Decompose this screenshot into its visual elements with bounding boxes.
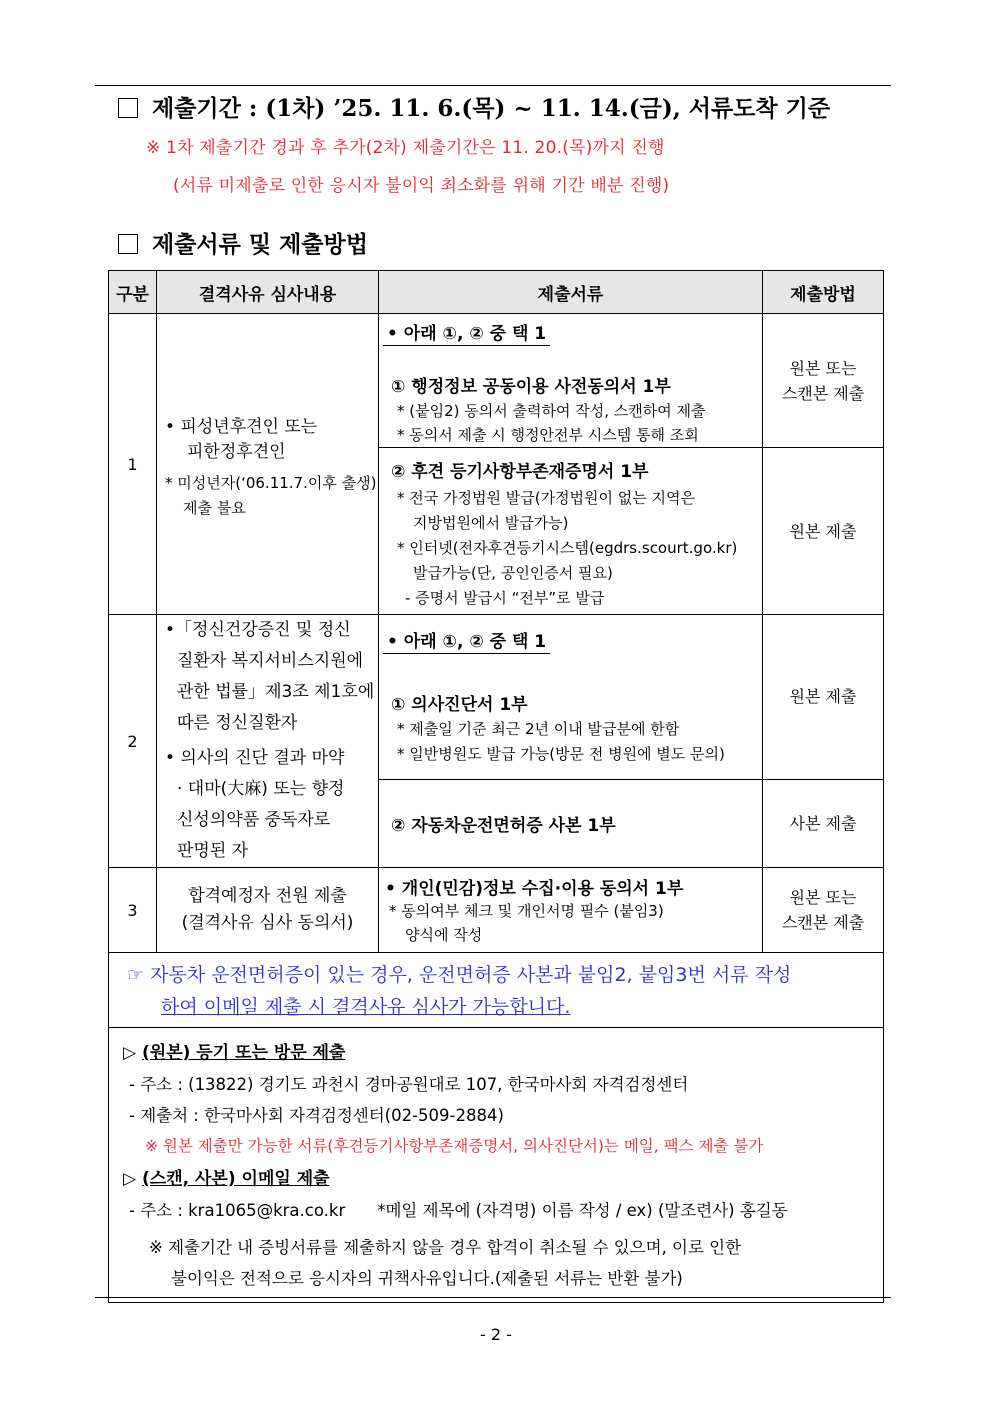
checkbox-square-icon [118,98,138,118]
submit-original-title: ▷ (원본) 등기 또는 방문 제출 [123,1043,346,1063]
row2-doc1: • 아래 ①, ② 중 택 1 ① 의사진단서 1부 * 제출일 기준 최근 2년 이내 발급분에 한함 * 일반병원도 발급 가능(방문 전 병원에 별도 문의) [379,615,763,780]
row1-reason: • 피성년후견인 또는 피한정후견인 * 미성년자(‘06.11.7.이후 출생) 제출 불요 [157,314,379,615]
pointing-hand-icon: ☞ [127,964,145,986]
table-row [109,615,884,780]
row1-method1: 원본 또는 스캔본 제출 [763,314,884,448]
submit-place: - 제출처 : 한국마사회 자격검정센터(02-509-2884) [129,1106,504,1125]
row3-reason: 합격예정자 전원 제출 (결격사유 심사 동의서) [157,868,379,953]
docs-heading: 제출서류 및 제출방법 [118,226,368,259]
bottom-rule [95,1297,891,1298]
row2-no: 2 [109,615,157,868]
row3-no: 3 [109,868,157,953]
tip-row [109,953,884,1028]
header-no: 구분 [109,271,157,314]
row1-no: 1 [109,314,157,615]
submit-warning: ※ 원본 제출만 가능한 서류(후견등기사항부존재증명서, 의사진단서)는 메일, 팩스 제출 불가 [145,1137,764,1155]
checkbox-square-icon [118,234,138,254]
row2-doc2: ② 자동차운전면허증 사본 1부 [379,779,763,867]
final-note-2: 불이익은 전적으로 응시자의 귀책사유입니다.(제출된 서류는 반환 불가) [171,1269,683,1288]
header-reason: 결격사유 심사내용 [157,271,379,314]
top-rule [95,85,891,86]
header-method: 제출방법 [763,271,884,314]
submission-table [108,270,884,1303]
final-note-1: ※ 제출기간 내 증빙서류를 제출하지 않을 경우 합격이 취소될 수 있으며, 이로 인한 [149,1238,742,1257]
submit-address: - 주소 : (13822) 경기도 과천시 경마공원대로 107, 한국마사회 자격검정센터 [129,1075,689,1094]
period-heading: 제출기간 : (1차) ’25. 11. 6.(목) ~ 11. 14.(금), 서류도착 기준 [118,90,830,123]
row1-doc1: • 아래 ①, ② 중 택 1 ① 행정정보 공동이용 사전동의서 1부 * (붙임2) 동의서 출력하여 작성, 스캔하여 제출 * 동의서 제출 시 행정안전부 시스템 통해 조회 [379,314,763,448]
table-row [109,314,884,448]
row2-reason: •「정신건강증진 및 정신 질환자 복지서비스지원에 관한 법률」제3조 제1호에 따른 정신질환자 • 의사의 진단 결과 마약 · 대마(大麻) 또는 향정 신성의약품 중독자로 판명된 자 [157,615,379,868]
row1-doc2: ② 후견 등기사항부존재증명서 1부 * 전국 가정법원 발급(가정법원이 없는 지역은 지방법원에서 발급가능) * 인터넷(전자후견등기시스템(egdrs.scourt.go.kr) 발급가능(단, 공인인증서 필요) - 증명서 발급시 “전부”로 발급 [379,448,763,615]
row2-method1: 원본 제출 [763,615,884,780]
header-docs: 제출서류 [379,271,763,314]
table-header-row [109,271,884,314]
submission-info-row [109,1028,884,1303]
table-row [109,868,884,953]
row2-method2: 사본 제출 [763,779,884,867]
page-number: - 2 - [480,1325,512,1344]
row3-doc: • 개인(민감)정보 수집·이용 동의서 1부 * 동의여부 체크 및 개인서명 필수 (붙임3) 양식에 작성 [379,868,763,953]
row1-method2: 원본 제출 [763,448,884,615]
period-note-1: ※ 1차 제출기간 경과 후 추가(2차) 제출기간은 11. 20.(목)까지 진행 [146,138,665,158]
submit-email-title: ▷ (스캔, 사본) 이메일 제출 [123,1169,330,1189]
submission-info [109,1028,884,1303]
submit-email: - 주소 : kra1065@kra.co.kr *메일 제목에 (자격명) 이름 작성 / ex) (말조련사) 홍길동 [129,1201,788,1220]
row3-method: 원본 또는 스캔본 제출 [763,868,884,953]
tip-text: ☞ 자동차 운전면허증이 있는 경우, 운전면허증 사본과 붙임2, 붙임3번 서류 작성 하여 이메일 제출 시 결격사유 심사가 가능합니다. [109,953,884,1028]
period-note-2: (서류 미제출로 인한 응시자 불이익 최소화를 위해 기간 배분 진행) [173,176,670,196]
